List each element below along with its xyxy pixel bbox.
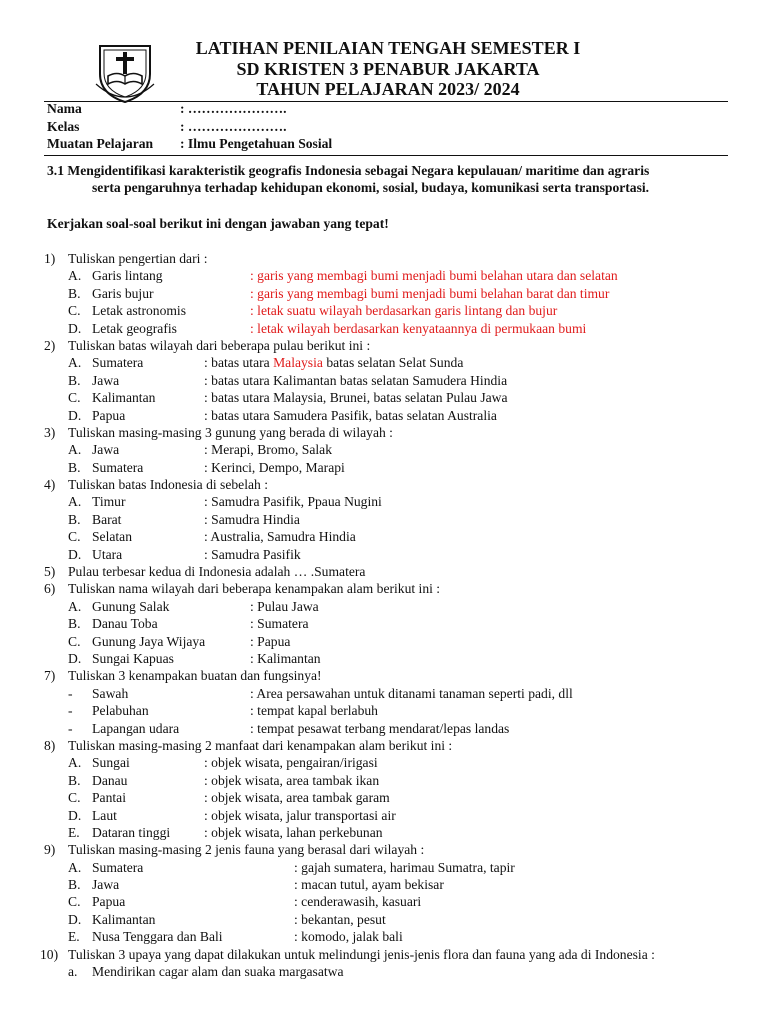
item-marker: C. <box>68 633 81 649</box>
answer-row <box>44 772 734 789</box>
item-label: Gunung Salak <box>92 598 170 614</box>
item-answer: : letak wilayah berdasarkan kenyataannya di permukaan bumi <box>250 320 587 336</box>
indent <box>44 911 68 928</box>
item-label: Sumatera <box>92 459 144 475</box>
answer-row <box>44 789 734 806</box>
answer-row <box>44 928 734 945</box>
item-label: Sungai Kapuas <box>92 650 174 666</box>
info-label: Kelas <box>47 118 80 134</box>
item-answer: : gajah sumatera, harimau Sumatra, tapir <box>294 859 515 875</box>
item-answer: : bekantan, pesut <box>294 911 386 927</box>
item-answer: : Papua <box>250 633 291 649</box>
competency-line: serta pengaruhnya terhadap kehidupan ekonomi, sosial, budaya, komunikasi serta transportasi. <box>92 180 650 196</box>
indent <box>44 372 68 389</box>
item-marker: A. <box>68 355 82 371</box>
indent <box>44 807 68 824</box>
indent <box>44 389 68 406</box>
info-label: Nama <box>47 101 82 116</box>
item-label: Jawa <box>92 877 120 893</box>
item-marker: - <box>68 685 73 701</box>
answer-row <box>44 685 734 702</box>
item-marker: B. <box>68 772 81 788</box>
answer-row <box>44 546 734 563</box>
indent <box>44 615 68 632</box>
item-label: Kalimantan <box>92 911 156 927</box>
indent <box>44 302 68 319</box>
question-row <box>44 580 734 597</box>
indent <box>44 789 68 806</box>
answer-row <box>44 528 734 545</box>
item-answer: : Pulau Jawa <box>250 598 319 614</box>
info-row-kelas <box>47 118 332 136</box>
indent <box>44 685 68 702</box>
item-answer: : objek wisata, lahan perkebunan <box>204 824 383 840</box>
item-answer: : garis yang membagi bumi menjadi bumi belahan barat dan timur <box>250 285 610 301</box>
item-marker: C. <box>68 790 81 806</box>
item-label: Lapangan udara <box>92 720 180 736</box>
indent <box>44 441 68 458</box>
answer-highlight: Malaysia <box>273 355 323 371</box>
info-value: : …………………. <box>180 101 287 116</box>
question-number: 4) <box>44 477 56 493</box>
question-number: 10) <box>40 946 59 962</box>
indent <box>44 824 68 841</box>
student-info <box>47 100 332 153</box>
question-text: Tuliskan masing-masing 2 manfaat dari kenampakan alam berikut ini : <box>68 737 453 753</box>
item-answer: : komodo, jalak bali <box>294 929 403 945</box>
answer-row <box>44 702 734 719</box>
question-number: 1) <box>44 251 56 266</box>
instruction: Kerjakan soal-soal berikut ini dengan jawaban yang tepat! <box>47 216 389 231</box>
item-marker: B. <box>68 616 81 632</box>
question-row <box>40 946 734 963</box>
indent <box>44 267 68 284</box>
indent <box>44 354 68 371</box>
item-answer: : objek wisata, jalur transportasi air <box>204 807 396 823</box>
question-text: Tuliskan nama wilayah dari beberapa kenampakan alam berikut ini : <box>68 581 441 597</box>
question-number: 3) <box>44 424 56 440</box>
item-marker: A. <box>68 755 82 771</box>
item-label: Papua <box>92 407 126 423</box>
question-row <box>44 563 734 580</box>
item-marker: D. <box>68 546 82 562</box>
item-label: Pelabuhan <box>92 703 149 719</box>
indent <box>44 772 68 789</box>
item-marker: A. <box>68 859 82 875</box>
item-answer: : letak suatu wilayah berdasarkan garis lintang dan bujur <box>250 303 558 319</box>
answer-row <box>44 911 734 928</box>
indent <box>44 407 68 424</box>
answer-row <box>44 754 734 771</box>
indent <box>44 320 68 337</box>
item-label: Nusa Tenggara dan Bali <box>92 929 223 945</box>
header-year: TAHUN PELAJARAN 2023/ 2024 <box>256 79 520 99</box>
school-logo <box>92 40 158 106</box>
item-answer: : objek wisata, pengairan/irigasi <box>204 755 378 771</box>
item-answer: : batas utara Malaysia, Brunei, batas selatan Pulau Jawa <box>204 390 508 406</box>
indent <box>44 633 68 650</box>
indent <box>44 963 68 980</box>
item-marker: D. <box>68 320 82 336</box>
item-answer: : Samudra Pasifik, Ppaua Nugini <box>204 494 382 510</box>
indent <box>44 285 68 302</box>
competency-statement <box>47 162 727 197</box>
indent <box>44 720 68 737</box>
indent <box>44 511 68 528</box>
answer-row <box>44 302 734 319</box>
item-answer: : batas utara Samudera Pasifik, batas selatan Australia <box>204 407 497 423</box>
item-answer: : Area persawahan untuk ditanami tanaman seperti padi, dll <box>250 685 573 701</box>
item-answer: : Samudra Hindia <box>204 511 300 527</box>
indent <box>44 893 68 910</box>
question-row <box>44 337 734 354</box>
item-answer: : tempat pesawat terbang mendarat/lepas landas <box>250 720 510 736</box>
item-marker: D. <box>68 807 82 823</box>
info-value: : …………………. <box>180 118 287 134</box>
item-label: Sumatera <box>92 859 144 875</box>
header-school: SD KRISTEN 3 PENABUR JAKARTA <box>236 58 540 79</box>
question-number: 8) <box>44 737 56 753</box>
item-marker: A. <box>68 442 82 458</box>
indent <box>44 546 68 563</box>
question-list <box>40 250 734 980</box>
document-header <box>150 38 626 100</box>
item-label: Dataran tinggi <box>92 824 171 840</box>
item-marker: A. <box>68 598 82 614</box>
item-label: Kalimantan <box>92 390 156 406</box>
question-row <box>44 667 734 684</box>
answer-row <box>44 963 734 980</box>
item-label: Garis lintang <box>92 268 163 284</box>
item-marker: C. <box>68 529 81 545</box>
item-marker: B. <box>68 372 81 388</box>
item-marker: C. <box>68 303 81 319</box>
item-label: Letak astronomis <box>92 303 187 319</box>
answer-row <box>44 389 734 406</box>
item-marker: D. <box>68 650 82 666</box>
answer-row <box>44 372 734 389</box>
item-marker: D. <box>68 407 82 423</box>
question-number: 6) <box>44 581 56 597</box>
item-answer: : Kerinci, Dempo, Marapi <box>204 459 345 475</box>
question-row <box>44 841 734 858</box>
item-label: Danau Toba <box>92 616 158 632</box>
answer-row <box>44 320 734 337</box>
answer-row <box>44 615 734 632</box>
item-answer: : Merapi, Bromo, Salak <box>204 442 332 458</box>
question-number: 5) <box>44 564 56 580</box>
question-text: Tuliskan masing-masing 2 jenis fauna yang berasal dari wilayah : <box>68 842 425 858</box>
item-label: Utara <box>92 546 123 562</box>
item-answer: : batas utara Kalimantan batas selatan Samudera Hindia <box>204 372 508 388</box>
question-row <box>44 424 734 441</box>
item-label: Gunung Jaya Wijaya <box>92 633 206 649</box>
item-label: Selatan <box>92 529 133 545</box>
indent <box>44 876 68 893</box>
item-marker: B. <box>68 285 81 301</box>
indent <box>44 493 68 510</box>
item-label: Papua <box>92 894 126 910</box>
item-marker: A. <box>68 494 82 510</box>
question-text: Tuliskan batas Indonesia di sebelah : <box>68 477 268 493</box>
indent <box>44 650 68 667</box>
item-label: Pantai <box>92 790 126 806</box>
question-text: Tuliskan batas wilayah dari beberapa pulau berikut ini : <box>68 337 371 353</box>
answer-row <box>44 807 734 824</box>
item-marker: C. <box>68 390 81 406</box>
item-marker: B. <box>68 459 81 475</box>
question-row <box>44 476 734 493</box>
question-row <box>44 250 734 267</box>
indent <box>44 754 68 771</box>
item-label: Danau <box>92 772 128 788</box>
item-label: Barat <box>92 511 122 527</box>
item-answer: : Sumatera <box>250 616 309 632</box>
answer-row <box>44 720 734 737</box>
item-marker: D. <box>68 911 82 927</box>
answer-text: batas selatan Selat Sunda <box>322 355 464 371</box>
item-answer: : Australia, Samudra Hindia <box>204 529 356 545</box>
info-row-nama <box>47 100 332 118</box>
answer-row <box>44 633 734 650</box>
question-row <box>44 737 734 754</box>
info-row-mapel <box>47 135 332 153</box>
header-title: LATIHAN PENILAIAN TENGAH SEMESTER I <box>195 38 581 58</box>
indent <box>44 928 68 945</box>
item-label: Letak geografis <box>92 320 177 336</box>
item-marker: B. <box>68 511 81 527</box>
item-answer: : garis yang membagi bumi menjadi bumi belahan utara dan selatan <box>250 268 618 284</box>
item-marker: - <box>68 720 73 736</box>
competency-line: 3.1 Mengidentifikasi karakteristik geografis Indonesia sebagai Negara kepulauan/ maritime dan agraris <box>47 163 650 178</box>
answer-row <box>44 407 734 424</box>
item-label: Sumatera <box>92 355 144 371</box>
item-marker: B. <box>68 877 81 893</box>
item-label: Laut <box>92 807 117 823</box>
item-answer <box>204 354 463 371</box>
item-answer: : Kalimantan <box>250 650 321 666</box>
item-label: Timur <box>92 494 126 510</box>
item-marker: a. <box>68 964 78 980</box>
item-label: Jawa <box>92 442 120 458</box>
answer-row <box>44 493 734 510</box>
info-divider <box>44 155 728 156</box>
question-number: 7) <box>44 668 56 684</box>
answer-row <box>44 354 734 371</box>
question-text: Tuliskan pengertian dari : <box>68 251 208 266</box>
indent <box>44 859 68 876</box>
answer-row <box>44 511 734 528</box>
item-answer: : tempat kapal berlabuh <box>250 703 378 719</box>
info-value: : Ilmu Pengetahuan Sosial <box>180 136 333 151</box>
question-text: Pulau terbesar kedua di Indonesia adalah … .Sumatera <box>68 564 366 580</box>
item-label: Sungai <box>92 755 130 771</box>
answer-row <box>44 441 734 458</box>
item-answer: : macan tutul, ayam bekisar <box>294 877 444 893</box>
item-answer: : cenderawasih, kasuari <box>294 894 422 910</box>
item-answer: : Samudra Pasifik <box>204 546 301 562</box>
answer-row <box>44 285 734 302</box>
answer-row <box>44 598 734 615</box>
item-marker: E. <box>68 929 80 945</box>
indent <box>44 459 68 476</box>
question-text: Tuliskan 3 upaya yang dapat dilakukan untuk melindungi jenis-jenis flora dan fauna yang ada di Indonesia : <box>68 946 655 962</box>
item-marker: C. <box>68 894 81 910</box>
item-answer: : objek wisata, area tambak garam <box>204 790 390 806</box>
answer-row <box>44 824 734 841</box>
item-label: Jawa <box>92 372 120 388</box>
answer-row <box>44 893 734 910</box>
item-label: Sawah <box>92 685 129 701</box>
item-answer: : objek wisata, area tambak ikan <box>204 772 380 788</box>
item-marker: - <box>68 703 73 719</box>
answer-row <box>44 650 734 667</box>
question-text: Tuliskan 3 kenampakan buatan dan fungsinya! <box>68 668 322 684</box>
item-label: Mendirikan cagar alam dan suaka margasatwa <box>92 964 344 980</box>
answer-row <box>44 859 734 876</box>
item-marker: E. <box>68 824 80 840</box>
item-marker: A. <box>68 268 82 284</box>
item-label: Garis bujur <box>92 285 154 301</box>
question-text: Tuliskan masing-masing 3 gunung yang berada di wilayah : <box>68 424 393 440</box>
answer-row <box>44 876 734 893</box>
indent <box>44 702 68 719</box>
answer-row <box>44 267 734 284</box>
question-number: 9) <box>44 842 56 858</box>
question-number: 2) <box>44 337 56 353</box>
answer-text: : batas utara <box>204 355 274 371</box>
answer-row <box>44 459 734 476</box>
indent <box>44 528 68 545</box>
info-label: Muatan Pelajaran <box>47 136 154 151</box>
indent <box>44 598 68 615</box>
